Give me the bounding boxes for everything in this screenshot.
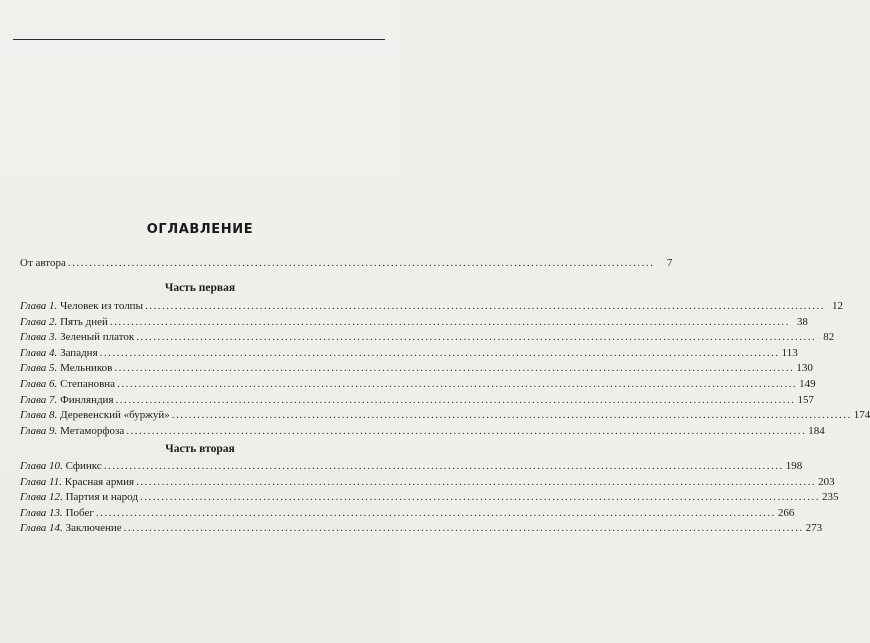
toc-row-preface [20, 257, 673, 270]
chapter-page-number: 12 [831, 300, 843, 312]
toc-row-chapter [20, 522, 823, 535]
chapter-prefix: Глава 14. [20, 522, 63, 535]
chapter-page-number: 149 [799, 378, 816, 390]
part-two-heading: Часть вторая [165, 443, 235, 455]
dot-leader: ................................................................................................................................................................ [136, 331, 817, 344]
dot-leader: ................................................................................................................................................................ [117, 378, 798, 390]
dot-leader: ................................................................................................................................................................ [126, 424, 807, 437]
dot-leader: .......................................................................................................................................... [67, 257, 655, 269]
dot-leader: ................................................................................................................................................................ [144, 300, 825, 312]
chapter-label [20, 316, 108, 329]
dot-leader: ................................................................................................................................................................ [95, 506, 776, 519]
chapter-title: Зеленый платок [57, 331, 135, 344]
header-rule [13, 39, 385, 40]
chapter-page-number: 130 [796, 362, 813, 375]
chapter-prefix: Глава 7. [20, 393, 58, 406]
chapter-page-number: 203 [818, 475, 835, 488]
chapter-page-number: 198 [785, 460, 803, 472]
toc-row-chapter [20, 506, 795, 520]
chapter-title: Побег [62, 506, 94, 519]
chapter-prefix: Глава 12. [20, 491, 63, 504]
chapter-prefix: Глава 3. [20, 331, 58, 344]
chapter-label [20, 378, 115, 391]
toc-row-chapter [20, 491, 839, 504]
toc-row-chapter [20, 346, 798, 360]
chapter-prefix: Глава 11. [20, 475, 62, 488]
chapter-title: Мельников [57, 362, 113, 375]
chapter-prefix: Глава 10. [20, 460, 63, 472]
chapter-prefix: Глава 2. [20, 315, 58, 328]
chapter-title: Западня [57, 346, 98, 359]
chapter-label [20, 362, 112, 375]
chapter-title: Деревенский «буржуй» [57, 409, 170, 422]
chapter-prefix: Глава 6. [20, 378, 58, 390]
chapter-page-number: 184 [808, 424, 825, 437]
chapter-title: Сфинкс [62, 460, 102, 472]
chapter-prefix: Глава 4. [20, 346, 58, 359]
chapter-title: Партия и народ [62, 491, 138, 504]
chapter-title: Степановна [57, 378, 116, 390]
dot-leader: ................................................................................................................................................................ [114, 362, 795, 375]
chapter-label [20, 476, 134, 489]
chapter-title: Заключение [62, 522, 122, 535]
chapter-title: Финляндия [57, 393, 114, 406]
preface-page-number: 7 [666, 257, 673, 269]
chapter-label [20, 331, 134, 344]
toc-row-chapter [20, 475, 835, 489]
chapter-page-number: 113 [781, 346, 798, 359]
dot-leader: ................................................................................................................................................................ [115, 393, 796, 406]
toc-row-chapter [20, 378, 816, 391]
chapter-prefix: Глава 9. [20, 424, 58, 437]
chapter-page-number: 38 [796, 315, 808, 328]
chapter-label [20, 347, 98, 360]
toc-row-chapter [20, 331, 835, 344]
preface-label: От автора [20, 257, 66, 269]
chapter-label [20, 507, 94, 520]
dot-leader: ................................................................................................................................................................ [136, 475, 817, 488]
chapter-title: Красная армия [62, 475, 135, 488]
chapter-prefix: Глава 13. [20, 506, 63, 519]
chapter-page-number: 82 [823, 331, 835, 344]
chapter-title: Пять дней [57, 315, 108, 328]
chapter-title: Метаморфоза [57, 424, 125, 437]
toc-row-chapter [20, 362, 813, 375]
chapter-prefix: Глава 1. [20, 300, 58, 312]
dot-leader: ................................................................................................................................................................ [123, 522, 804, 535]
chapter-prefix: Глава 8. [20, 409, 58, 422]
page-title: ОГЛАВЛЕНИЕ [146, 222, 254, 237]
part-one-heading: Часть первая [164, 282, 236, 294]
dot-leader: ................................................................................................................................................................ [171, 409, 852, 422]
toc-row-chapter [20, 393, 815, 407]
toc-row-chapter [20, 460, 803, 473]
toc-row-chapter [20, 409, 870, 422]
chapter-page-number: 235 [821, 491, 839, 504]
chapter-title: Человек из толпы [57, 300, 143, 312]
chapter-label [20, 460, 102, 473]
chapter-page-number: 174 [853, 409, 870, 422]
chapter-page-number: 266 [777, 506, 795, 519]
chapter-label [20, 409, 170, 422]
dot-leader: ................................................................................................................................................................ [139, 491, 820, 504]
chapter-label [20, 491, 138, 504]
chapter-label [20, 522, 122, 535]
chapter-label [20, 300, 143, 313]
toc-row-chapter [20, 315, 808, 329]
dot-leader: ................................................................................................................................................................ [109, 315, 790, 328]
chapter-label [20, 425, 124, 438]
chapter-prefix: Глава 5. [20, 362, 58, 375]
chapter-page-number: 157 [797, 393, 815, 406]
toc-row-chapter [20, 424, 825, 438]
dot-leader: ................................................................................................................................................................ [99, 346, 780, 359]
chapter-label [20, 394, 114, 407]
dot-leader: ................................................................................................................................................................ [103, 460, 784, 472]
toc-row-chapter [20, 300, 843, 313]
chapter-page-number: 273 [805, 522, 823, 535]
